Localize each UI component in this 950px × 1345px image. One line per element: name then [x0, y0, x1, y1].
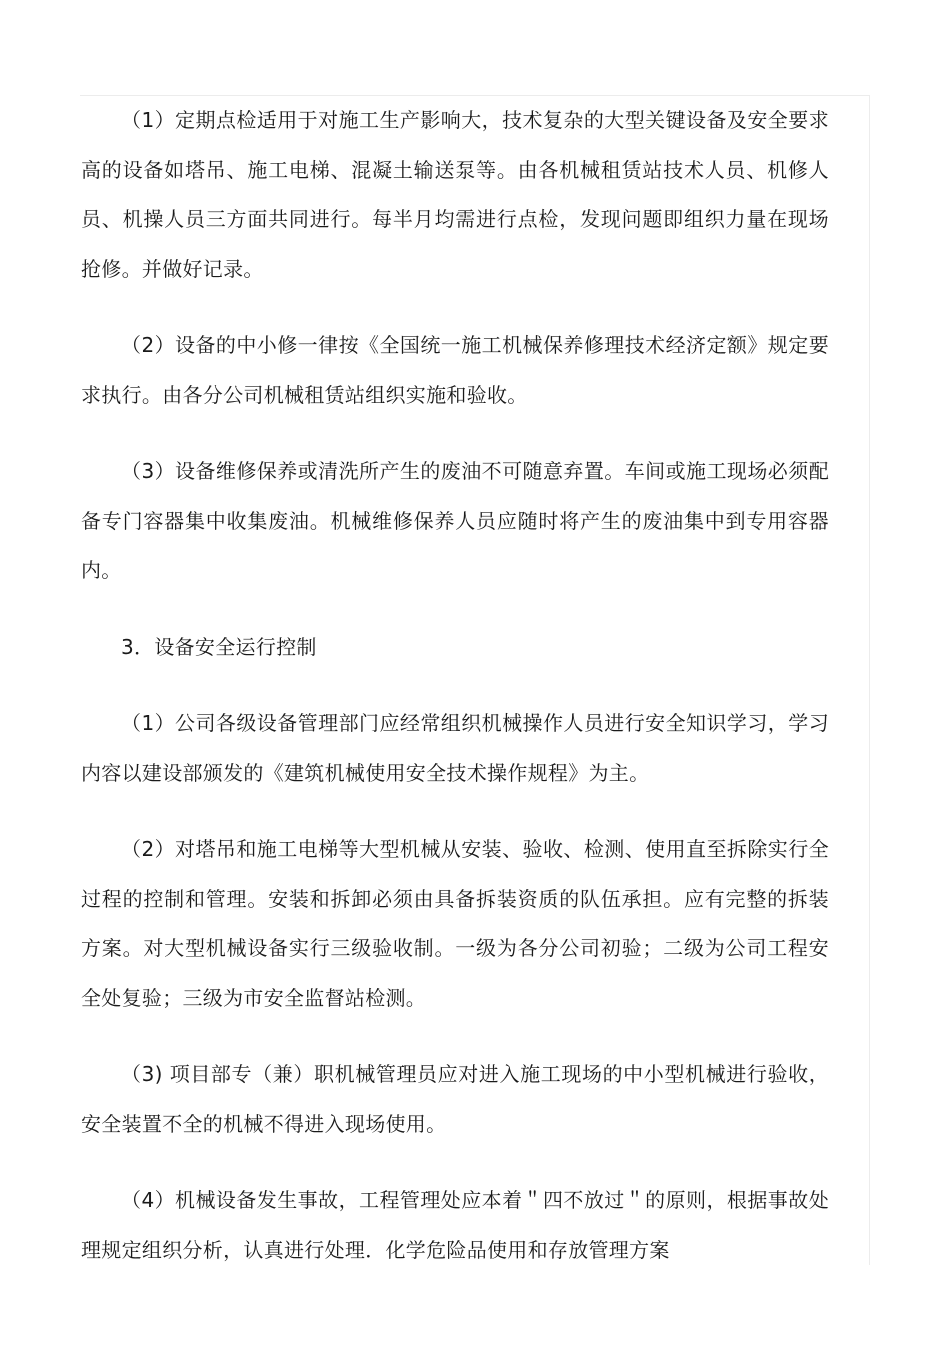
document-body — [81, 96, 829, 1275]
section-heading-safe-operation: 3．设备安全运行控制 — [121, 634, 317, 659]
paragraph-large-machinery: （2）对塔吊和施工电梯等大型机械从安装、验收、检测、使用直至拆除实行全过程的控制和管理。安装和拆卸必须由具备拆装资质的队伍承担。应有完整的拆装方案。对大型机械设备实行三级验收制。一级为各分公司初验；二级为公司工程安全处复验；三级为市安全监督站检测。 — [81, 837, 829, 1010]
paragraph-minor-repair: （2）设备的中小修一律按《全国统一施工机械保养修理技术经济定额》规定要求执行。由各分公司机械租赁站组织实施和验收。 — [81, 333, 829, 407]
paragraph-safety-training: （1）公司各级设备管理部门应经常组织机械操作人员进行安全知识学习，学习内容以建设部颁发的《建筑机械使用安全技术操作规程》为主。 — [81, 711, 829, 785]
paragraph-small-machinery: （3) 项目部专（兼）职机械管理员应对进入施工现场的中小型机械进行验收，安全装置不全的机械不得进入现场使用。 — [81, 1062, 829, 1136]
paragraph-waste-oil: （3）设备维修保养或清洗所产生的废油不可随意弃置。车间或施工现场必须配备专门容器集中收集废油。机械维修保养人员应随时将产生的废油集中到专用容器内。 — [81, 459, 829, 582]
paragraph-spot-inspection: （1）定期点检适用于对施工生产影响大，技术复杂的大型关键设备及安全要求高的设备如塔吊、施工电梯、混凝土输送泵等。由各机械租赁站技术人员、机修人员、机操人员三方面共同进行。每半月均需进行点检，发现问题即组织力量在现场抢修。并做好记录。 — [81, 108, 829, 281]
paragraph-accident-handling: （4）机械设备发生事故，工程管理处应本着＂四不放过＂的原则，根据事故处理规定组织分析，认真进行处理．化学危险品使用和存放管理方案 — [81, 1188, 829, 1262]
